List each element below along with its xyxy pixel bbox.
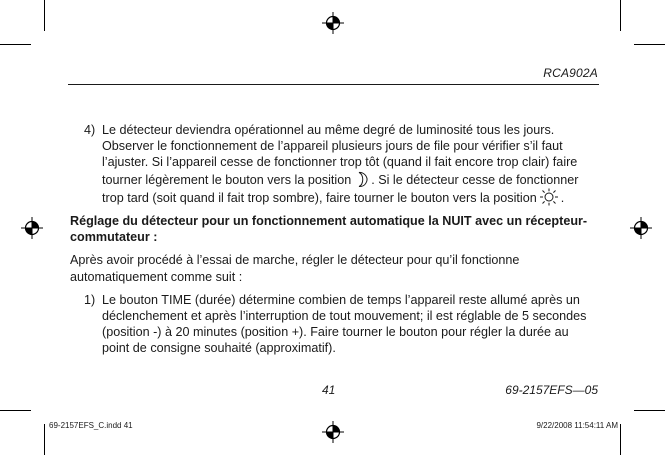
step-number: 4) [84,123,96,137]
document-number: 69-2157EFS—05 [505,383,598,397]
crop-mark [44,424,45,455]
crop-mark [634,410,665,411]
step-text: Le détecteur deviendra opérationnel au même degré de luminosité tous les jours. Observer le fonctionnement de l’appareil plusieurs jours de file pour vérifier s’il faut l’ajuster. Si l’appareil cesse de fonctionner trop tôt (quand il fait encore trop clair) faire tourner légèrement le bouton vers la position . Si le détecteur cesse de fonctionner trop tard (soit quand il fait trop sombre), faire tourner le bouton vers la position . [102,123,579,205]
crop-mark [0,44,31,45]
crop-mark [44,0,45,31]
step-text: Le bouton TIME (durée) détermine combien de temps l’appareil reste allumé après un déclenchement et après l’interruption de tout mouvement; il est réglable de 5 secondes (position -) à 20 minutes (position +). Faire tourner le bouton pour régler la durée au point de consigne souhaité (approximatif). [102,292,587,356]
step-number: 1) [84,292,96,307]
crop-mark [634,44,665,45]
registration-mark-right [630,217,652,239]
step-1 [70,292,590,357]
crop-mark [0,410,31,411]
moon-icon [353,171,369,188]
header-rule [68,84,599,85]
page-body [70,122,590,357]
registration-mark-left [21,217,43,239]
page-number: 41 [322,383,336,397]
slug-datetime: 9/22/2008 11:54:11 AM [536,421,618,430]
registration-mark-top [322,12,344,34]
slug-file: 69-2157EFS_C.indd 41 [49,421,133,430]
registration-mark-bottom [322,421,344,443]
model-code: RCA902A [543,66,598,80]
crop-mark [620,424,621,455]
step-4 [70,122,590,206]
intro-paragraph: Après avoir procédé à l’essai de marche, régler le détecteur pour qu’il fonctionne automatiquement comme suit : [70,253,520,284]
crop-mark [620,0,621,31]
section-heading: Réglage du détecteur pour un fonctionnement automatique la NUIT avec un récepteur-commutateur : [70,214,588,245]
sun-icon [539,188,559,206]
